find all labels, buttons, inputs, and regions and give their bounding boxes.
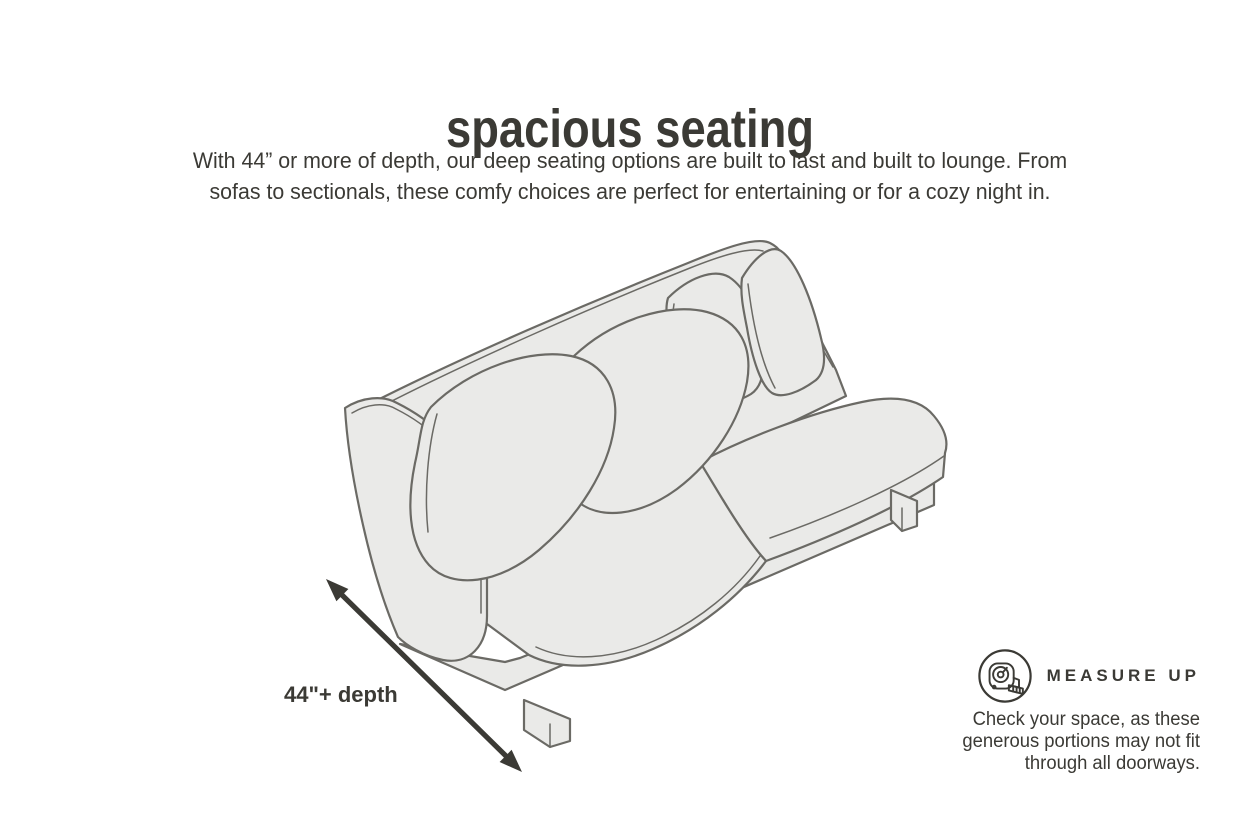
measure-up-line-1: Check your space, as these (972, 709, 1200, 730)
measure-up-line-2: generous portions may not fit (962, 731, 1200, 752)
measuring-tape-icon (977, 648, 1033, 704)
measure-up-body (938, 709, 1200, 775)
page-title: spacious seating (445, 99, 815, 160)
depth-dimension-label: 44"+ depth (284, 682, 398, 707)
intro-line-1: With 44” or more of depth, our deep seating options are built to last and built to lounge. From (192, 148, 1068, 173)
intro-line-2: sofas to sectionals, these comfy choices are perfect for entertaining or for a cozy night in. (209, 178, 1051, 204)
measure-up-header (930, 648, 1200, 704)
sofa-leg-front (524, 700, 570, 747)
measure-up-line-3: through all doorways. (1024, 753, 1200, 774)
measure-up-callout (930, 648, 1200, 775)
measure-up-heading: MEASURE UP (1046, 666, 1200, 685)
